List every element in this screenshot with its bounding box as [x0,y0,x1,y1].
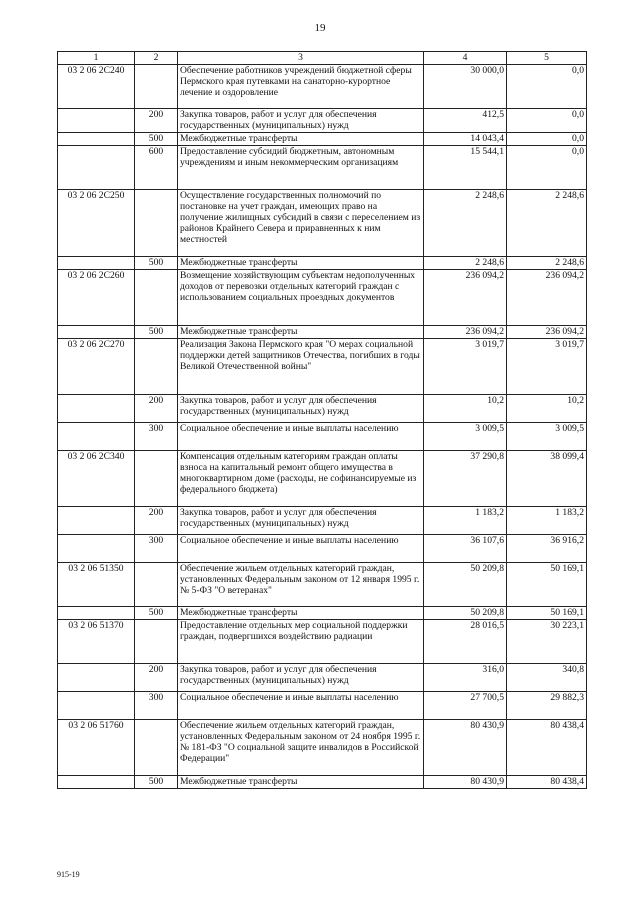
footer-document-code: 915-19 [57,870,80,879]
row-value-year1-cell: 80 430,9 [424,776,507,789]
table-row [58,451,587,507]
row-code-cell: 03 2 06 2С270 [58,339,135,395]
row-value-year2-cell: 80 438,4 [507,720,587,776]
row-value-year1-cell: 27 700,5 [424,692,507,720]
row-value-year1-cell: 28 016,5 [424,620,507,664]
row-code-cell [58,776,135,789]
table-row [58,620,587,664]
row-name-cell: Социальное обеспечение и иные выплаты населению [178,423,424,451]
row-code-cell [58,257,135,270]
row-value-year2-cell: 50 169,1 [507,563,587,607]
row-expense-type-cell [135,720,178,776]
row-code-cell: 03 2 06 51370 [58,620,135,664]
table-row [58,339,587,395]
table-row [58,326,587,339]
table-row [58,507,587,535]
row-code-cell: 03 2 06 51760 [58,720,135,776]
row-name-cell: Закупка товаров, работ и услуг для обеспечения государственных (муниципальных) нужд [178,109,424,133]
row-code-cell [58,109,135,133]
header-col-3: 3 [178,52,424,65]
row-code-cell [58,692,135,720]
row-expense-type-cell: 200 [135,664,178,692]
row-value-year1-cell: 36 107,6 [424,535,507,563]
row-code-cell [58,664,135,692]
row-value-year1-cell: 50 209,8 [424,607,507,620]
row-value-year1-cell: 412,5 [424,109,507,133]
budget-table [57,51,587,789]
row-name-cell: Межбюджетные трансферты [178,257,424,270]
table-row [58,146,587,190]
row-value-year1-cell: 15 544,1 [424,146,507,190]
row-value-year2-cell: 0,0 [507,109,587,133]
row-code-cell [58,395,135,423]
table-row [58,535,587,563]
row-name-cell: Осуществление государственных полномочий по постановке на учет граждан, имеющих право на получение жилищных субсидий в связи с переселением из районов Крайнего Севера и приравненных к ним местностей [178,190,424,257]
row-name-cell: Межбюджетные трансферты [178,607,424,620]
row-name-cell: Социальное обеспечение и иные выплаты населению [178,535,424,563]
row-expense-type-cell: 300 [135,423,178,451]
row-value-year2-cell: 0,0 [507,133,587,146]
row-name-cell: Закупка товаров, работ и услуг для обеспечения государственных (муниципальных) нужд [178,507,424,535]
row-value-year2-cell: 29 882,3 [507,692,587,720]
table-row [58,720,587,776]
row-value-year2-cell: 236 094,2 [507,270,587,326]
row-name-cell: Обеспечение работников учреждений бюджетной сферы Пермского края путевками на санаторно-курортное лечение и оздоровление [178,65,424,109]
table-body [58,65,587,789]
row-expense-type-cell [135,620,178,664]
row-value-year1-cell: 2 248,6 [424,190,507,257]
row-expense-type-cell: 200 [135,109,178,133]
table-row [58,270,587,326]
header-col-4: 4 [424,52,507,65]
row-code-cell [58,535,135,563]
table-row [58,109,587,133]
row-code-cell: 03 2 06 2С260 [58,270,135,326]
row-expense-type-cell: 500 [135,776,178,789]
row-value-year1-cell: 10,2 [424,395,507,423]
row-expense-type-cell: 500 [135,326,178,339]
header-col-5: 5 [507,52,587,65]
row-value-year2-cell: 50 169,1 [507,607,587,620]
row-name-cell: Межбюджетные трансферты [178,133,424,146]
row-name-cell: Закупка товаров, работ и услуг для обеспечения государственных (муниципальных) нужд [178,395,424,423]
row-expense-type-cell [135,190,178,257]
table-row [58,65,587,109]
row-name-cell: Компенсация отдельным категориям граждан оплаты взноса на капитальный ремонт общего имущества в многоквартирном доме (расходы, не софинансируемые из федерального бюджета) [178,451,424,507]
row-value-year1-cell: 30 000,0 [424,65,507,109]
row-name-cell: Межбюджетные трансферты [178,776,424,789]
row-value-year2-cell: 80 438,4 [507,776,587,789]
row-value-year2-cell: 236 094,2 [507,326,587,339]
table-row [58,664,587,692]
row-value-year2-cell: 0,0 [507,146,587,190]
row-code-cell: 03 2 06 51350 [58,563,135,607]
row-value-year2-cell: 30 223,1 [507,620,587,664]
row-expense-type-cell [135,270,178,326]
table-row [58,607,587,620]
row-code-cell [58,423,135,451]
row-value-year2-cell: 2 248,6 [507,190,587,257]
row-code-cell [58,326,135,339]
row-value-year1-cell: 3 019,7 [424,339,507,395]
row-code-cell [58,507,135,535]
row-code-cell [58,607,135,620]
row-value-year2-cell: 340,8 [507,664,587,692]
row-expense-type-cell: 500 [135,607,178,620]
table-row [58,563,587,607]
row-expense-type-cell: 500 [135,257,178,270]
row-expense-type-cell: 500 [135,133,178,146]
row-expense-type-cell [135,451,178,507]
row-value-year1-cell: 1 183,2 [424,507,507,535]
row-value-year2-cell: 3 019,7 [507,339,587,395]
row-value-year1-cell: 236 094,2 [424,270,507,326]
row-value-year2-cell: 0,0 [507,65,587,109]
row-expense-type-cell [135,563,178,607]
row-name-cell: Закупка товаров, работ и услуг для обеспечения государственных (муниципальных) нужд [178,664,424,692]
row-value-year2-cell: 2 248,6 [507,257,587,270]
table-row [58,257,587,270]
row-value-year1-cell: 236 094,2 [424,326,507,339]
table-header-row [58,52,587,65]
row-expense-type-cell [135,339,178,395]
row-value-year1-cell: 316,0 [424,664,507,692]
row-value-year1-cell: 3 009,5 [424,423,507,451]
row-value-year1-cell: 37 290,8 [424,451,507,507]
table-row [58,776,587,789]
row-expense-type-cell: 300 [135,535,178,563]
row-name-cell: Обеспечение жильем отдельных категорий граждан, установленных Федеральным законом от 24 ноября 1995 г. № 181-ФЗ "О социальной защите инвалидов в Российской Федерации" [178,720,424,776]
row-name-cell: Реализация Закона Пермского края "О мерах социальной поддержки детей защитников Отечества, погибших в годы Великой Отечественной войны" [178,339,424,395]
header-col-2: 2 [135,52,178,65]
row-name-cell: Предоставление отдельных мер социальной поддержки граждан, подвергшихся воздействию радиации [178,620,424,664]
row-value-year1-cell: 80 430,9 [424,720,507,776]
row-name-cell: Предоставление субсидий бюджетным, автономным учреждениям и иным некоммерческим организациям [178,146,424,190]
row-code-cell [58,133,135,146]
row-name-cell: Межбюджетные трансферты [178,326,424,339]
row-value-year1-cell: 50 209,8 [424,563,507,607]
row-expense-type-cell: 300 [135,692,178,720]
row-value-year1-cell: 2 248,6 [424,257,507,270]
table-row [58,190,587,257]
table-row [58,133,587,146]
row-code-cell [58,146,135,190]
row-value-year2-cell: 36 916,2 [507,535,587,563]
row-value-year2-cell: 1 183,2 [507,507,587,535]
row-value-year2-cell: 10,2 [507,395,587,423]
row-expense-type-cell: 600 [135,146,178,190]
row-code-cell: 03 2 06 2С340 [58,451,135,507]
header-col-1: 1 [58,52,135,65]
row-name-cell: Возмещение хозяйствующим субъектам недополученных доходов от перевозки отдельных категорий граждан с использованием социальных проездных документов [178,270,424,326]
row-expense-type-cell: 200 [135,507,178,535]
row-name-cell: Социальное обеспечение и иные выплаты населению [178,692,424,720]
table-row [58,692,587,720]
row-expense-type-cell: 200 [135,395,178,423]
row-value-year1-cell: 14 043,4 [424,133,507,146]
row-code-cell: 03 2 06 2С240 [58,65,135,109]
page-number: 19 [314,22,326,34]
row-code-cell: 03 2 06 2С250 [58,190,135,257]
row-value-year2-cell: 3 009,5 [507,423,587,451]
row-expense-type-cell [135,65,178,109]
table-row [58,423,587,451]
table-row [58,395,587,423]
row-name-cell: Обеспечение жильем отдельных категорий граждан, установленных Федеральным законом от 12 января 1995 г. № 5-ФЗ "О ветеранах" [178,563,424,607]
row-value-year2-cell: 38 099,4 [507,451,587,507]
